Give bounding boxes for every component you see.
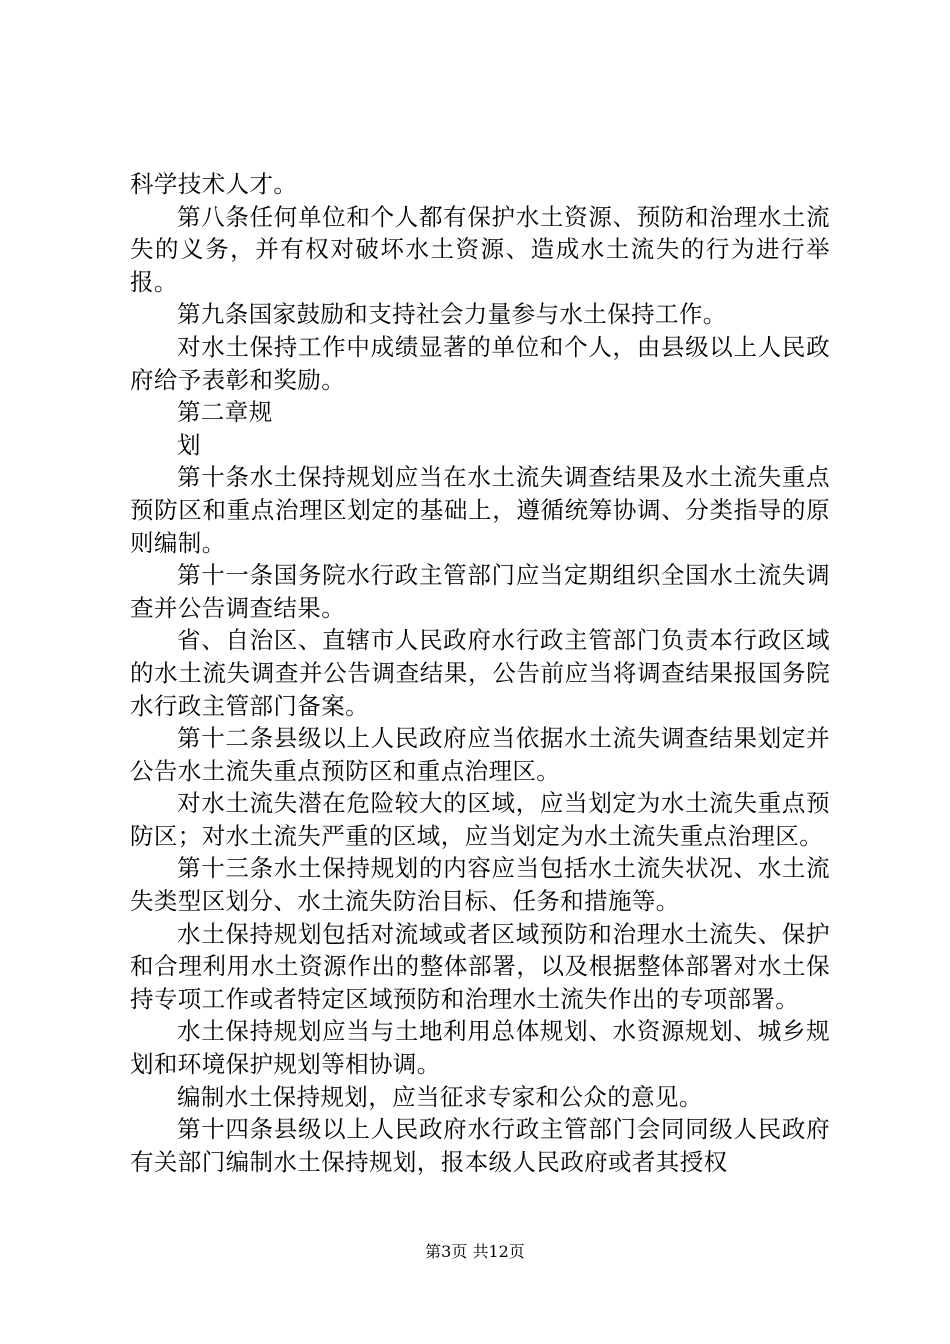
chapter-heading-part-1: 第二章规 [177,398,273,427]
paragraph-9: 省、自治区、直辖市人民政府水行政主管部门负责本行政区域的水土流失调查并公告调查结果，公告前应当将调查结果报国务院水行政主管部门备案。 [130,626,830,720]
paragraph-16: 第十四条县级以上人民政府水行政主管部门会同同级人民政府有关部门编制水土保持规划，报本级人民政府或者其授权 [130,1115,830,1176]
paragraph-1: 科学技术人才。 [130,170,298,198]
paragraph-11: 对水土流失潜在危险较大的区域，应当划定为水土流失重点预防区；对水土流失严重的区域，应当划定为水土流失重点治理区。 [130,789,830,850]
paragraph-2: 第八条任何单位和个人都有保护水土资源、预防和治理水土流失的义务，并有权对破坏水土资源、造成水土流失的行为进行举报。 [130,202,830,296]
paragraph-15: 编制水土保持规划，应当征求专家和公众的意见。 [177,1082,703,1111]
paragraph-10: 第十二条县级以上人民政府应当依据水土流失调查结果划定并公告水土流失重点预防区和重点治理区。 [130,724,830,785]
document-body [130,168,830,1178]
chapter-heading-part-2: 划 [177,430,201,459]
paragraph-7: 第十条水土保持规划应当在水土流失调查结果及水土流失重点预防区和重点治理区划定的基础上，遵循统筹协调、分类指导的原则编制。 [130,463,830,557]
paragraph-8: 第十一条国务院水行政主管部门应当定期组织全国水土流失调查并公告调查结果。 [130,561,830,622]
paragraph-12: 第十三条水土保持规划的内容应当包括水土流失状况、水土流失类型区划分、水土流失防治目标、任务和措施等。 [130,854,830,916]
page-number-footer: 第3页 共12页 [425,1242,525,1261]
paragraph-13: 水土保持规划包括对流域或者区域预防和治理水土流失、保护和合理利用水土资源作出的整体部署，以及根据整体部署对水土保持专项工作或者特定区域预防和治理水土流失作出的专项部署。 [130,919,830,1013]
paragraph-4: 对水土保持工作中成绩显著的单位和个人，由县级以上人民政府给予表彰和奖励。 [130,332,830,394]
paragraph-3: 第九条国家鼓励和支持社会力量参与水土保持工作。 [177,300,727,329]
paragraph-14: 水土保持规划应当与土地利用总体规划、水资源规划、城乡规划和环境保护规划等相协调。 [130,1017,830,1079]
